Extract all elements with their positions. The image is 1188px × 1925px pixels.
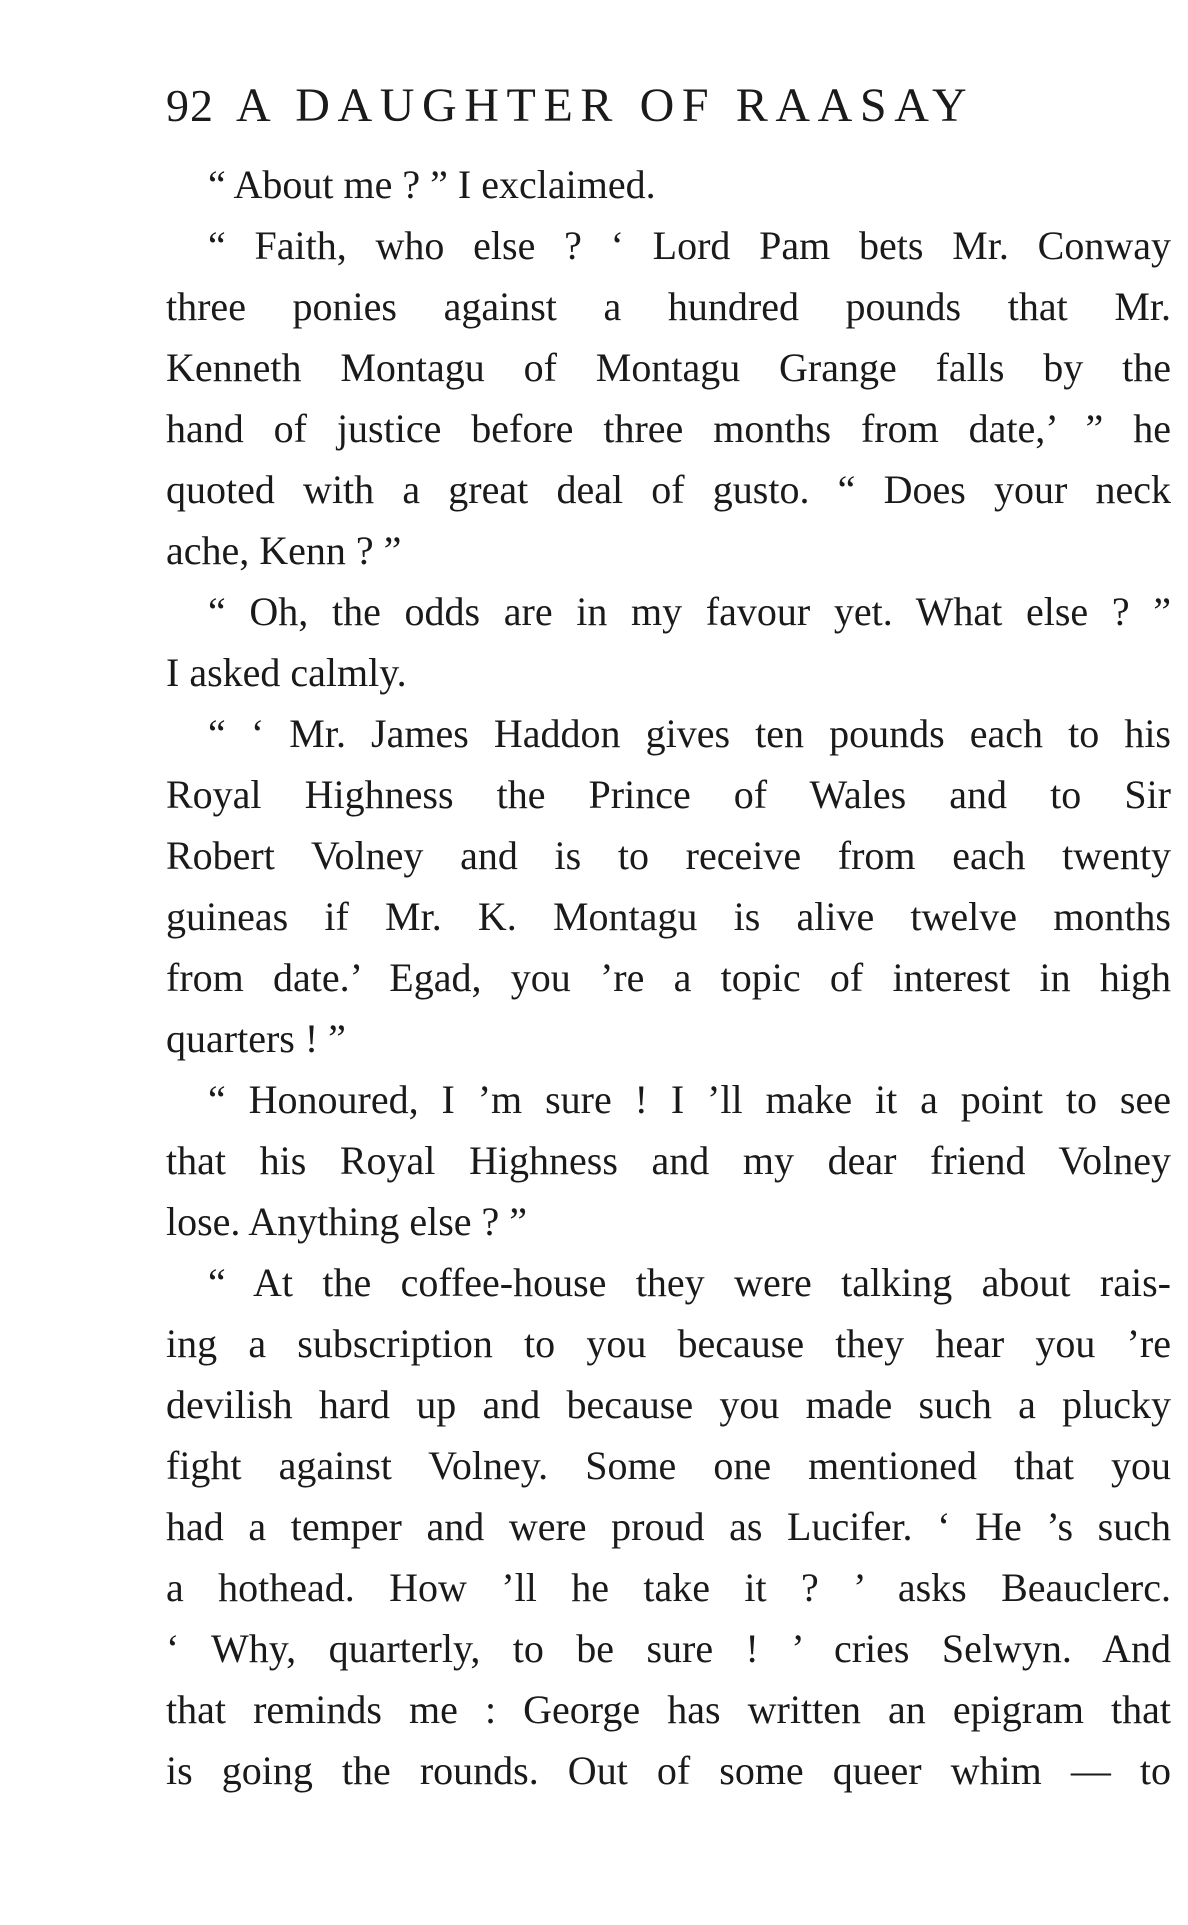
text-line: that his Royal Highness and my dear friend Volney	[166, 1138, 1171, 1183]
text-line: “ Honoured, I ’m sure ! I ’ll make it a point to see	[208, 1077, 1171, 1122]
text-line: had a temper and were proud as Lucifer. ‘ He ’s such	[166, 1504, 1171, 1549]
text-line: a hothead. How ’ll he take it ? ’ asks Beauclerc.	[166, 1565, 1171, 1610]
text-line: lose. Anything else ? ”	[166, 1199, 528, 1244]
text-line: I asked calmly.	[166, 650, 407, 695]
text-line: ‘ Why, quarterly, to be sure ! ’ cries Selwyn. And	[166, 1626, 1171, 1671]
text-line: ache, Kenn ? ”	[166, 528, 402, 573]
text-line: quarters ! ”	[166, 1016, 346, 1061]
text-line: ing a subscription to you because they hear you ’re	[166, 1321, 1171, 1366]
page-header-title: A DAUGHTER OF RAASAY	[236, 79, 975, 132]
page-number: 92	[166, 80, 214, 131]
text-line: three ponies against a hundred pounds that Mr.	[166, 284, 1171, 329]
text-line: devilish hard up and because you made such a plucky	[166, 1382, 1171, 1427]
text-line: “ About me ? ” I exclaimed.	[208, 162, 656, 207]
text-line: fight against Volney. Some one mentioned that you	[166, 1443, 1171, 1488]
text-line: “ Faith, who else ? ‘ Lord Pam bets Mr. Conway	[208, 223, 1171, 268]
text-line: “ ‘ Mr. James Haddon gives ten pounds each to his	[208, 711, 1171, 756]
text-line: “ At the coffee-house they were talking about rais-	[208, 1260, 1171, 1305]
text-line: is going the rounds. Out of some queer whim — to	[166, 1748, 1171, 1793]
text-line: “ Oh, the odds are in my favour yet. What else ? ”	[208, 589, 1171, 634]
text-line: quoted with a great deal of gusto. “ Does your neck	[166, 467, 1171, 512]
text-line: hand of justice before three months from date,’ ” he	[166, 406, 1171, 451]
text-line: Royal Highness the Prince of Wales and to Sir	[166, 772, 1171, 817]
text-line: Robert Volney and is to receive from each twenty	[166, 833, 1171, 878]
text-line: Kenneth Montagu of Montagu Grange falls by the	[166, 345, 1171, 390]
text-line: that reminds me : George has written an epigram that	[166, 1687, 1171, 1732]
text-line: guineas if Mr. K. Montagu is alive twelve months	[166, 894, 1171, 939]
running-head	[166, 78, 1171, 154]
text-line: from date.’ Egad, you ’re a topic of interest in high	[166, 955, 1171, 1000]
body-text	[166, 154, 1171, 1801]
book-page	[166, 78, 1171, 1801]
